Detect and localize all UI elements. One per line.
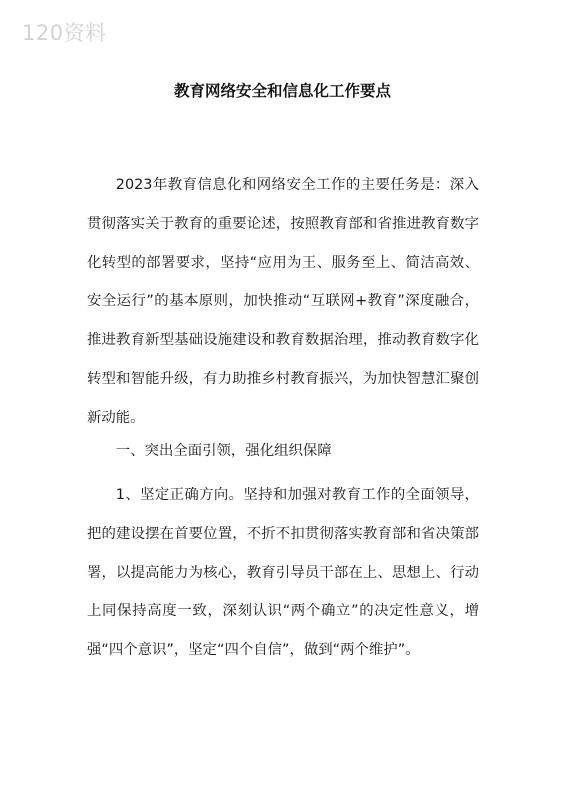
watermark-logo: 120资料 (22, 21, 107, 45)
body-paragraph-direction: 1、坚定正确方向。坚持和加强对教育工作的全面领导，把的建设摆在首要位置，不折不扣贯彻落实教育部和省决策部署，以提高能力为核心，教育引导员干部在上、思想上、行动上同保持高度一致，深刻认识“两个确立”的决定性意义，增强“四个意识”，坚定“四个自信”，做到“两个维护”。 (87, 487, 479, 659)
document-title: 教育网络安全和信息化工作要点 (173, 82, 391, 100)
body-paragraph-intro: 2023年教育信息化和网络安全工作的主要任务是：深入贯彻落实关于教育的重要论述，按照教育部和省推进教育数字化转型的部署要求，坚持“应用为王、服务至上、简洁高效、安全运行”的基本原则，加快推动“互联网+教育”深度融合，推进教育新型基础设施建设和教育数据治理，推动教育数字化转型和智能升级，有力助推乡村教育振兴，为加快智慧汇聚创新动能。 (87, 177, 479, 426)
section-heading: 一、突出全面引领，强化组织保障 (115, 443, 332, 459)
